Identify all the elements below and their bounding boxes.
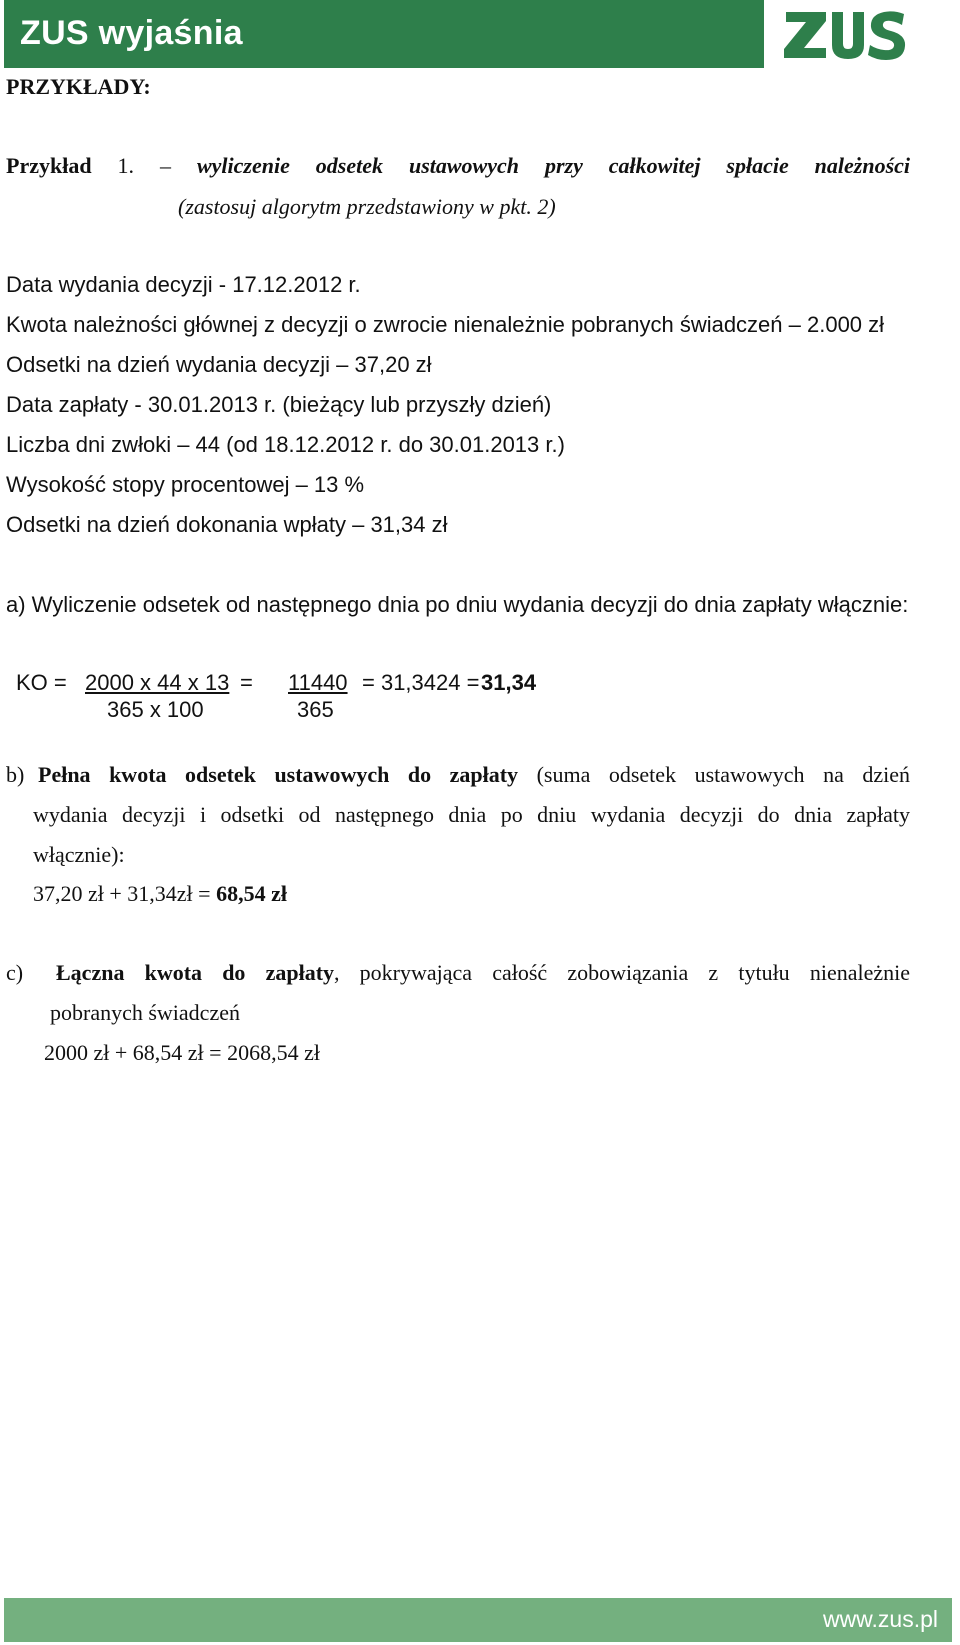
fact-interest-at-decision: Odsetki na dzień wydania decyzji – 37,20 zł [6, 352, 432, 377]
footer-url: www.zus.pl [822, 1606, 938, 1632]
fact-interest-at-payment: Odsetki na dzień dokonania wpłaty – 31,34 zł [6, 512, 448, 537]
formula-equals-1: = [240, 670, 253, 695]
formula-rest: = 31,3424 = [362, 670, 480, 695]
step-b-prefix: b) [6, 762, 25, 787]
header-title: ZUS wyjaśnia [20, 14, 243, 52]
fact-delay-days: Liczba dni zwłoki – 44 (od 18.12.2012 r. do 30.01.2013 r.) [6, 432, 565, 457]
formula-denominator-1: 365 x 100 [107, 697, 204, 722]
step-c-prefix: c) [6, 960, 24, 985]
example-label: Przykład [6, 153, 92, 178]
fact-interest-rate: Wysokość stopy procentowej – 13 % [6, 472, 365, 497]
step-c-line1-rest: , pokrywająca całość zobowiązania z tytułu nienależnie [334, 960, 910, 985]
footer-bar [4, 1598, 952, 1642]
step-c-bold: Łączna kwota do zapłaty [56, 960, 335, 985]
formula-numerator-2: 11440 [288, 670, 348, 695]
example-title: wyliczenie odsetek ustawowych przy całkowitej spłacie należności [196, 153, 911, 178]
formula-denominator-2: 365 [297, 697, 334, 722]
fact-decision-date: Data wydania decyzji - 17.12.2012 r. [6, 272, 361, 297]
step-b-line2: wydania decyzji i odsetki od następnego dnia po dniu wydania decyzji do dnia zapłaty [33, 802, 910, 827]
example-heading [6, 153, 910, 179]
fact-payment-date: Data zapłaty - 30.01.2013 r. (bieżący lub przyszły dzień) [6, 392, 552, 417]
section-title: PRZYKŁADY: [6, 74, 151, 99]
step-c-line2: pobranych świadczeń [50, 1000, 240, 1025]
formula-result: 31,34 [481, 670, 537, 695]
step-b-calc: 37,20 zł + 31,34zł = [33, 881, 211, 906]
example-note: (zastosuj algorytm przedstawiony w pkt. 2) [178, 194, 556, 219]
step-b-line1 [38, 762, 910, 788]
example-number: 1. [117, 153, 135, 178]
step-c-calculation: 2000 zł + 68,54 zł = 2068,54 zł [44, 1040, 320, 1065]
fact-principal-amount: Kwota należności głównej z decyzji o zwrocie nienależnie pobranych świadczeń – 2.000 zł [6, 312, 885, 337]
step-b-line3: włącznie): [33, 842, 125, 867]
step-b-calculation [33, 881, 287, 907]
zus-logo-icon [782, 6, 932, 62]
formula-lhs: KO = [16, 670, 67, 695]
zus-logo [764, 0, 956, 68]
step-a-description: a) Wyliczenie odsetek od następnego dnia po dniu wydania decyzji do dnia zapłaty włącznie: [6, 592, 909, 617]
step-b-line1-rest: (suma odsetek ustawowych na dzień [536, 762, 910, 787]
step-c-line1 [56, 960, 910, 986]
step-b-result: 68,54 zł [216, 881, 287, 906]
step-b-bold: Pełna kwota odsetek ustawowych do zapłaty [38, 762, 519, 787]
header-bar [4, 0, 952, 68]
example-dash: – [160, 153, 171, 178]
formula-numerator-1: 2000 x 44 x 13 [85, 670, 230, 695]
